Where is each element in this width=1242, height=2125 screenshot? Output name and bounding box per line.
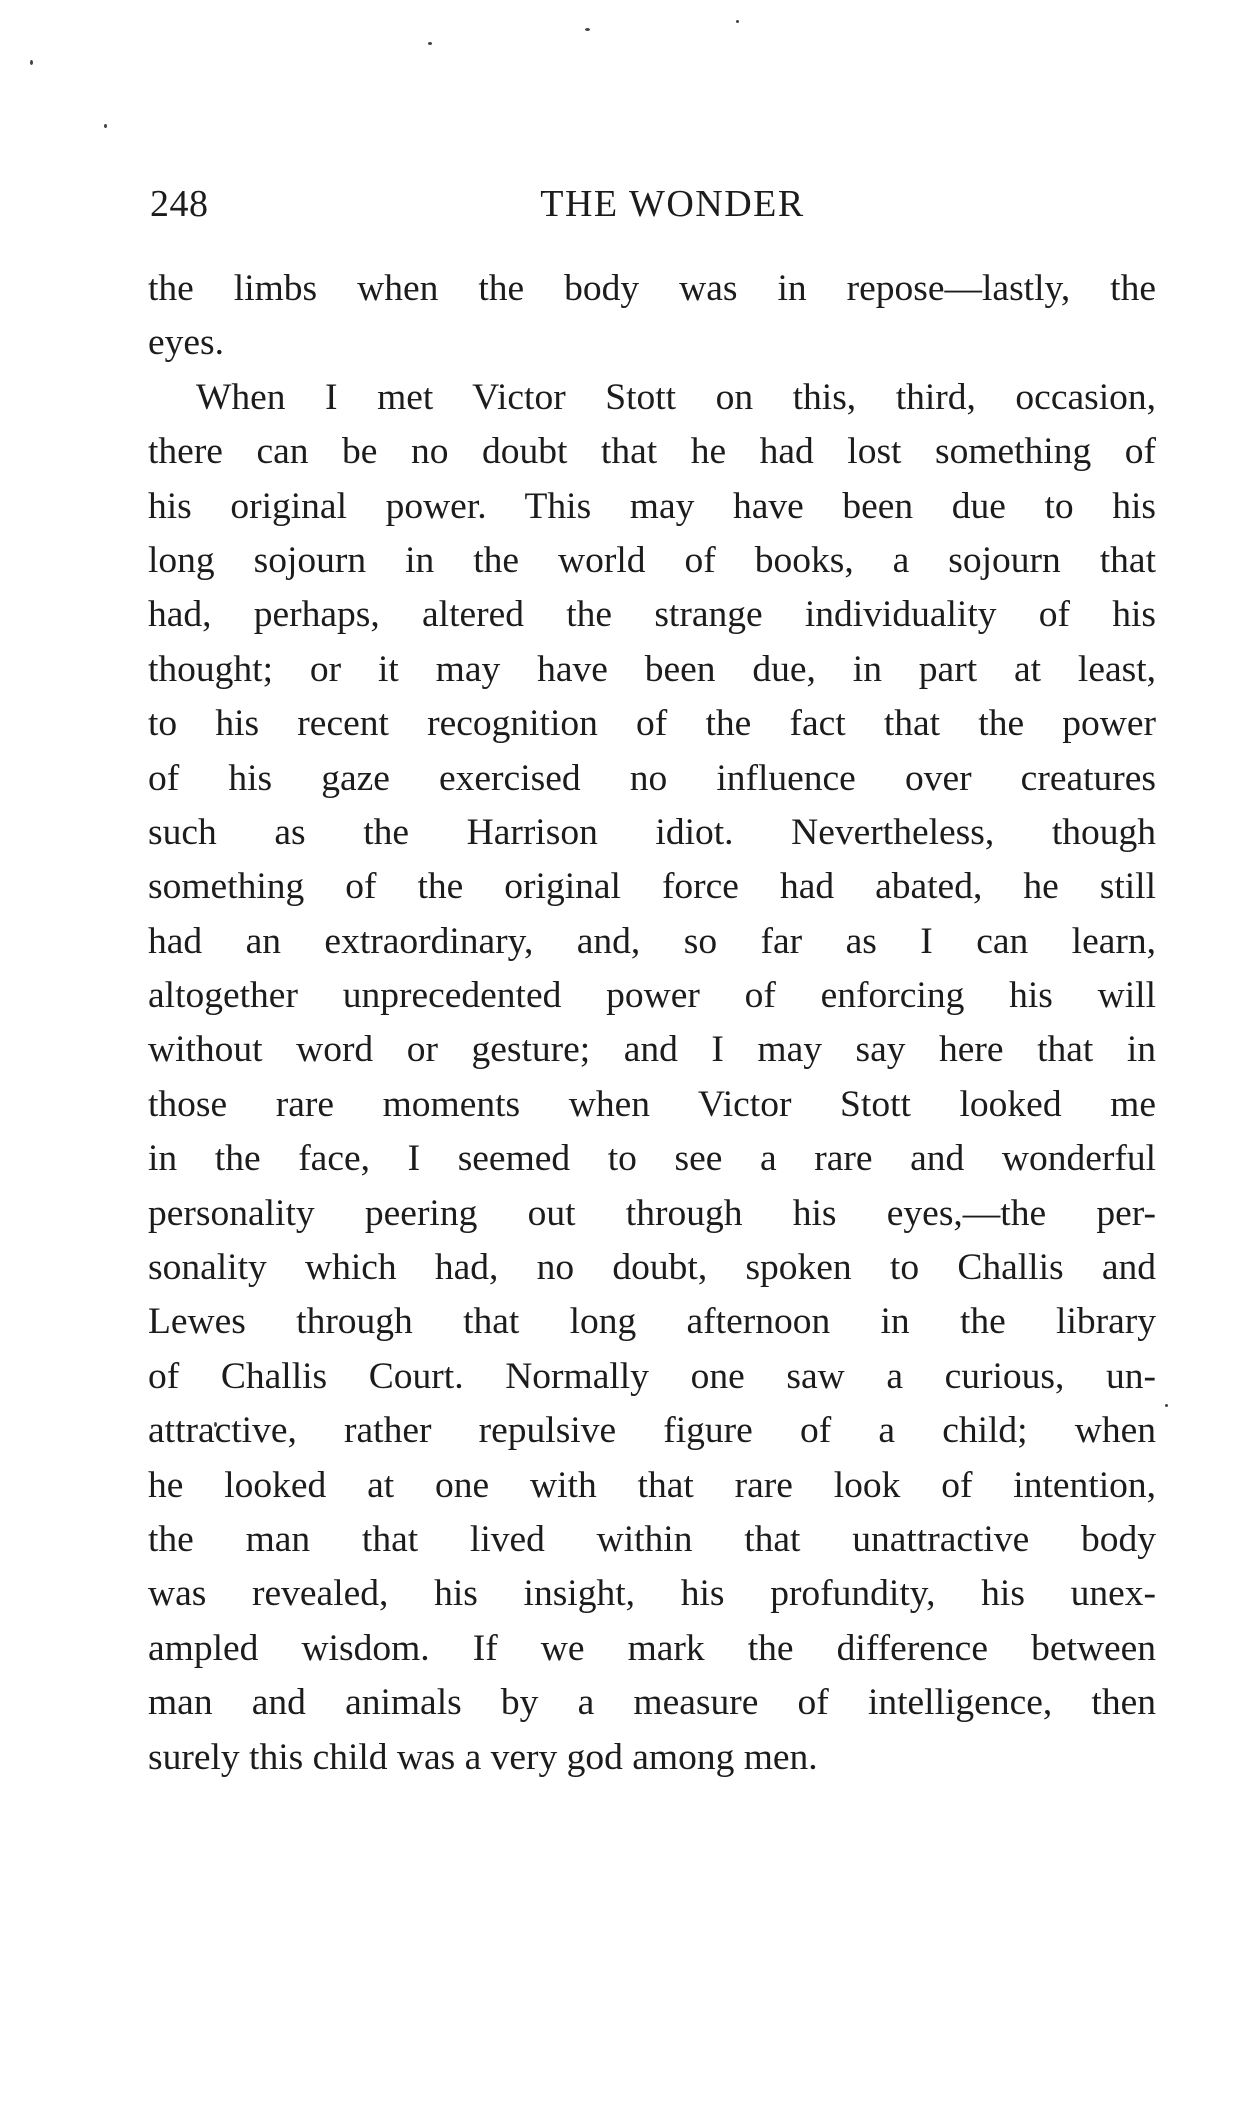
text-line: of Challis Court. Normally one saw a curious, un- [148,1355,1156,1397]
text-line: there can be no doubt that he had lost something of [148,431,1156,473]
text-line: Lewes through that long afternoon in the library [148,1301,1156,1343]
text-line: the man that lived within that unattractive body [148,1518,1156,1560]
text-line: was revealed, his insight, his profundity, his unex- [148,1573,1156,1615]
scan-speck [585,28,590,31]
text-line: had an extraordinary, and, so far as I can learn, [148,920,1156,962]
text-line: of his gaze exercised no influence over creatures [148,757,1156,799]
scan-speck [428,42,432,45]
text-line: altogether unprecedented power of enforcing his will [148,975,1156,1017]
text-line: man and animals by a measure of intelligence, then [148,1682,1156,1724]
page-number: 248 [150,183,209,225]
running-head: THE WONDER [540,183,805,225]
scan-speck [104,124,107,128]
text-line: without word or gesture; and I may say here that in [148,1029,1156,1071]
text-line: his original power. This may have been due to his [148,485,1156,527]
text-line: long sojourn in the world of books, a sojourn that [148,539,1156,581]
text-line: surely this child was a very god among men. [148,1736,818,1778]
scan-speck [736,20,739,23]
scan-speck [30,60,33,65]
text-line: sonality which had, no doubt, spoken to Challis and [148,1247,1156,1289]
text-line: something of the original force had abated, he still [148,866,1156,908]
text-line: eyes. [148,322,225,364]
body-text [148,262,1156,1785]
text-line: those rare moments when Victor Stott looked me [148,1083,1156,1125]
scan-speck [1165,1404,1168,1407]
text-line: to his recent recognition of the fact that the power [148,703,1156,745]
text-line: in the face, I seemed to see a rare and wonderful [148,1138,1156,1180]
text-line: attractive, rather repulsive figure of a child; when [148,1410,1156,1452]
page-header [150,182,1155,232]
text-line: personality peering out through his eyes,—the per- [148,1192,1156,1234]
text-line: thought; or it may have been due, in part at least, [148,648,1156,690]
text-line: had, perhaps, altered the strange individuality of his [148,594,1156,636]
text-line: When I met Victor Stott on this, third, occasion, [196,376,1156,418]
text-line: the limbs when the body was in repose—lastly, the [148,268,1156,309]
text-line: such as the Harrison idiot. Nevertheless, though [148,811,1156,853]
text-line: he looked at one with that rare look of intention, [148,1464,1156,1506]
text-line: ampled wisdom. If we mark the difference between [148,1627,1156,1669]
